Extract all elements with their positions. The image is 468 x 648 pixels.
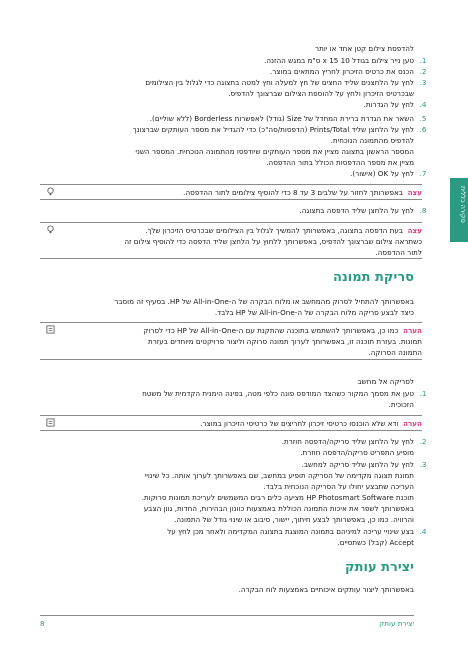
- section-heading-copy: יצירת עותק: [345, 560, 414, 575]
- page-number: 8: [40, 619, 45, 628]
- step-4: 4. לחץ על הגדרות.: [363, 100, 427, 109]
- note-box-software: הערה כמו כן, באפשרותך להשתמש בתוכנה שהתקנת עם ה-All-in-One של HP כדי לסרוק תמונות. בעזרת תוכנה זו, באפשרותך לערוך תמונה סרוקה וליצור פרויקטים מיוחדים בעזרת התמונה הסרוקה.: [40, 322, 422, 360]
- step-3: 3. לחץ על הלחצנים שליד החצים של חץ למעלה וחץ למטה בתצוגה כדי לגלול בין הצילומים שבכרטיס הזיכרון ולחץ על להוספת הצילום שברצונך להדפיס.: [145, 78, 427, 98]
- step-1: 1. טען נייר צילום בגודל 10 x 15 ס"מ במגש ההזנה.: [264, 56, 427, 65]
- scan-step-2: 2. לחץ על הלחצן שליד סריקה/הדפסה חוזרת. מופיע התפריט סריקה/הדפסה חוזרת.: [281, 437, 427, 457]
- note-label: הערה: [403, 326, 422, 335]
- note-icon: [46, 325, 55, 334]
- lightbulb-icon: [46, 225, 55, 234]
- tip-label: עצה: [407, 188, 422, 197]
- scan-step-3: 3. לחץ על הלחצן שליד סריקה למחשב. תמונת תצוגה מקדימה של הסריקה תופיע במחשב, שם באפשרותך לערוך אותה. כל שינויי העריכה שתבצע יחולו על הסריקה הנוכחית בלבד. תוכנת HP Photosmart Software מציעה כלים רבים המשמשים לעריכת תמונות סרוקות. באפשרותך לשפר את איכות התמונה הכוללת באמצעות כוונון הבהירות, החדות, גוון הצבע והרוויה. כמו כן, באפשרותך לבצע חיתוך, יישור, סיבוב או שינוי גודל של התמונה.: [141, 460, 427, 524]
- step-7: 7. לחץ על OK (אישור).: [350, 169, 427, 178]
- scan-step-1: 1. טען את מסמך המקור כשהצד המודפס פונה כלפי מטה, בפינה הימנית הקדמית של משטח הזכוכית.: [142, 389, 427, 409]
- procedure-title: להדפסת צילום קטן אחד או יותר: [315, 44, 414, 53]
- page-footer: [40, 618, 414, 629]
- note-label: הערה: [403, 419, 422, 428]
- step-5: 5. השאר את הגדרת ברירת המחדל של Size (גודל) לאפשרות Borderless (ללא שוליים).: [149, 114, 427, 123]
- side-section-tab: [450, 178, 468, 242]
- copy-intro-paragraph: באפשרותך ליצור עותקים איכותיים באמצעות לוח הבקרה.: [238, 585, 414, 594]
- step-8: 8. לחץ על הלחצן שליד הדפסה בתצוגה.: [299, 206, 427, 215]
- note-icon: [46, 418, 55, 427]
- tip-box-repeat: עצה באפשרותך לחזור על שלבים 3 עד 8 כדי להוסיף צילומים לתור ההדפסה.: [40, 184, 422, 200]
- lightbulb-icon: [46, 187, 55, 196]
- tip-label: עצה: [407, 226, 422, 235]
- section-heading-scan: סריקת תמונה: [332, 270, 414, 285]
- procedure-title: לסריקה אל מחשב: [357, 377, 414, 386]
- scan-intro-paragraph: באפשרותך להתחיל לסרוק מהמחשב או מלוח הבקרה של ה-All-in-One של HP. בסעיף זה מוסבר כיצד לבצע סריקה מלוח הבקרה של ה-All-in-One של HP בלבד.: [114, 297, 414, 317]
- step-2: 2. הכנס את כרטיס הזיכרון לחריץ המתאים במוצר.: [269, 67, 427, 76]
- tip-box-scroll: עצה בעת הדפסה בתצוגה, באפשרותך להמשיך לגלול בין הצילומים שבכרטיס הזיכרון שלך. כשתראה צילום שברצונך להדפיס, באפשרותך ללחוץ על הלחצן שליד הדפסה כדי להוסיף צילום זה לתור ההדפסה.: [40, 222, 422, 259]
- step-6: 6. לחץ על הלחצן שליד Prints/Total (הדפסות/סה"כ) כדי להגדיל את מספר העותקים שברצונך להדפיס מהתמונה הנוכחית. המספר הראשון בתצוגה מציין את מספר העותקים שיודפסו מהתמונה הנוכחית. המספר השני מציין את מספר ההדפסות הכולל בתור ההדפסה.: [132, 125, 427, 167]
- footer-divider: [40, 615, 414, 616]
- note-box-memory-card: הערה ודא שלא הוכנסו כרטיסי זיכרון לחריצים של כרטיסי הזיכרון במוצר.: [40, 415, 422, 431]
- scan-step-4: 4. בצע שינויי עריכה למיניהם בתמונה המוצגת בתצוגה המקדימה ולאחר מכן לחץ על Accept (קבל) כשתסיים.: [167, 527, 427, 547]
- footer-section-title: יצירת עותק: [379, 619, 414, 628]
- side-tab-label: סקירה כללית: [459, 186, 467, 223]
